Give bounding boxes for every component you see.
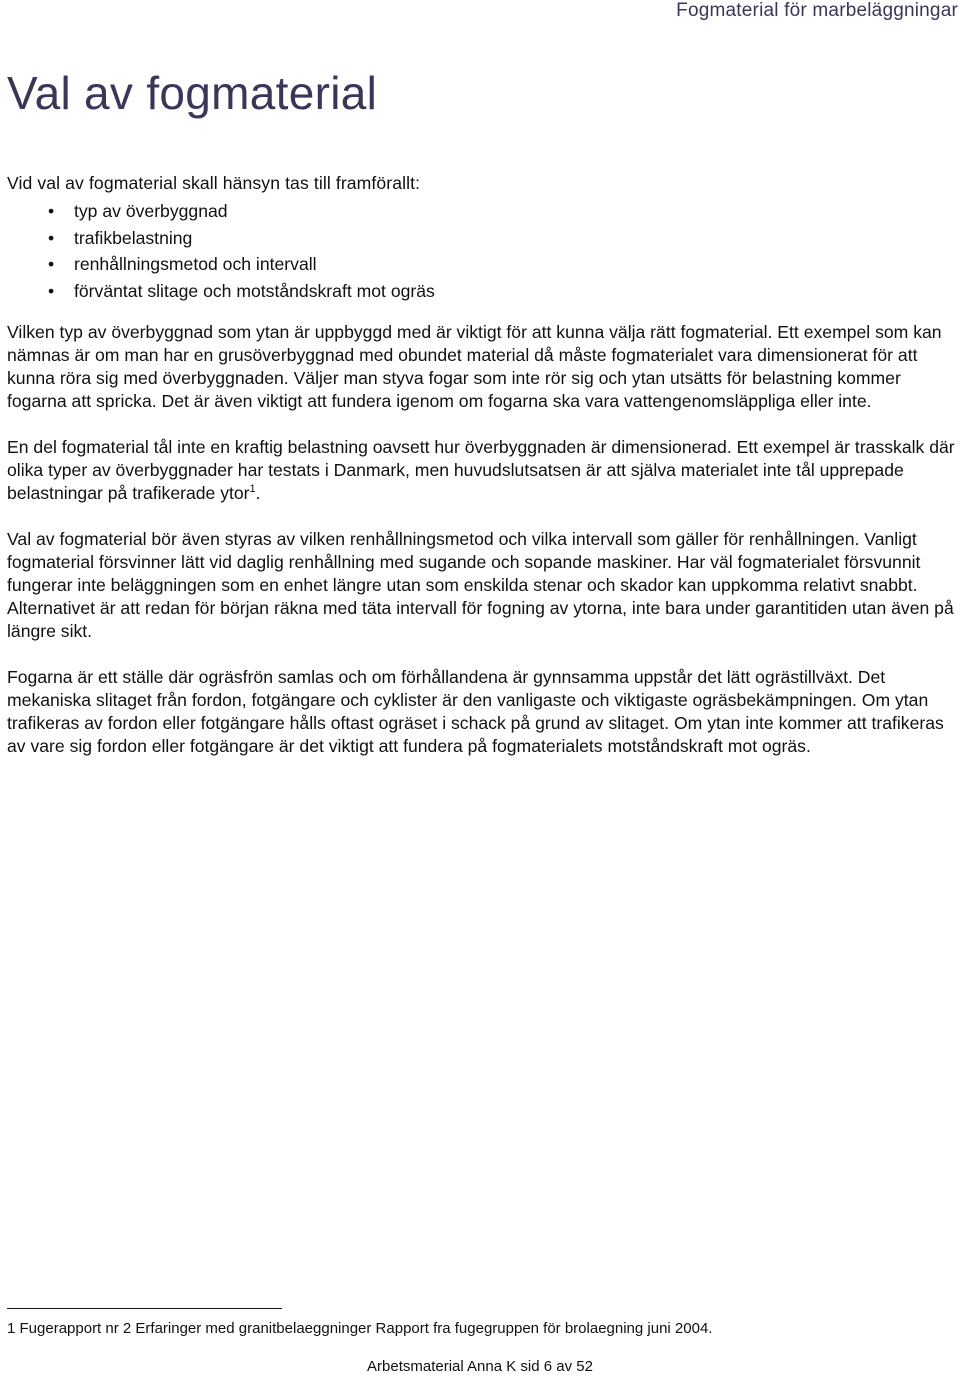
footnote-reference: 1	[249, 483, 256, 496]
running-header: Fogmaterial för marbeläggningar	[676, 0, 958, 21]
list-item-text: trafikbelastning	[74, 227, 193, 248]
bullet-icon: •	[48, 201, 55, 221]
list-item	[7, 278, 955, 305]
paragraph: Val av fogmaterial bör även styras av vilken renhållningsmetod och vilka intervall som gäller för renhållningen. Vanligt fogmaterial försvinner lätt vid daglig renhållning med sugande och sopande maskiner. Har väl fogmaterialet försvunnit fungerar inte beläggningen som en enhet längre utan som enskilda stenar och skador kan uppkomma relativt snabbt. Alternativet är att redan för början räkna med täta intervall för fogning av ytorna, inte bara under garantitiden utan även på längre sikt.	[7, 529, 954, 641]
footnote: 1 Fugerapport nr 2 Erfaringer med granitbelaeggninger Rapport fra fugegruppen för brolaegning juni 2004.	[7, 1320, 713, 1337]
paragraph-text: En del fogmaterial tål inte en kraftig belastning oavsett hur överbyggnaden är dimensionerad. Ett exempel är trasskalk där olika typer av överbyggnader har testats i Danmark, men huvudslutsatsen är att själva materialet inte tål upprepade belastningar på trafikerade ytor	[7, 437, 955, 503]
page-title: Val av fogmaterial	[7, 67, 378, 119]
bullet-list	[7, 198, 955, 304]
bullet-icon: •	[48, 227, 55, 248]
paragraph: Fogarna är ett ställe där ogräsfrön samlas och om förhållandena är gynnsamma uppstår det lätt ogrästillväxt. Det mekaniska slitaget från fordon, fotgängare och cyklister är den vanligaste och viktigaste ogräsbekämpningen. Om ytan trafikeras av fordon eller fotgängare hålls oftast ogräset i schack på grund av slitaget. Om ytan inte kommer att trafikeras av vare sig fordon eller fotgängare är det viktigt att fundera på fogmaterialets motståndskraft mot ogräs.	[7, 667, 944, 756]
list-item-text: renhållningsmetod och intervall	[74, 254, 317, 274]
page-footer: Arbetsmaterial Anna K sid 6 av 52	[367, 1358, 593, 1375]
paragraph-end-punctuation: .	[255, 483, 261, 503]
paragraph	[7, 436, 955, 505]
list-item-text: typ av överbyggnad	[74, 201, 228, 221]
intro-text: Vid val av fogmaterial skall hänsyn tas till framförallt:	[7, 173, 421, 193]
paragraph: Vilken typ av överbyggnad som ytan är uppbyggd med är viktigt för att kunna välja rätt fogmaterial. Ett exempel som kan nämnas är om man har en grusöverbyggnad med obundet material då måste fogmaterialet vara dimensionerat för att kunna röra sig med överbyggnaden. Väljer man styva fogar som inte rör sig och ytan utsätts för belastning kommer fogarna att spricka. Det är även viktigt att fundera igenom om fogarna ska vara vattengenomsläppliga eller inte.	[7, 322, 942, 411]
list-item	[7, 225, 955, 252]
list-item-text: förväntat slitage och motståndskraft mot ogräs	[74, 280, 435, 301]
document-body	[7, 172, 955, 781]
list-item	[7, 251, 955, 278]
bullet-icon: •	[48, 254, 55, 274]
footnote-divider	[7, 1308, 282, 1309]
bullet-icon: •	[48, 280, 55, 301]
list-item	[7, 198, 955, 225]
